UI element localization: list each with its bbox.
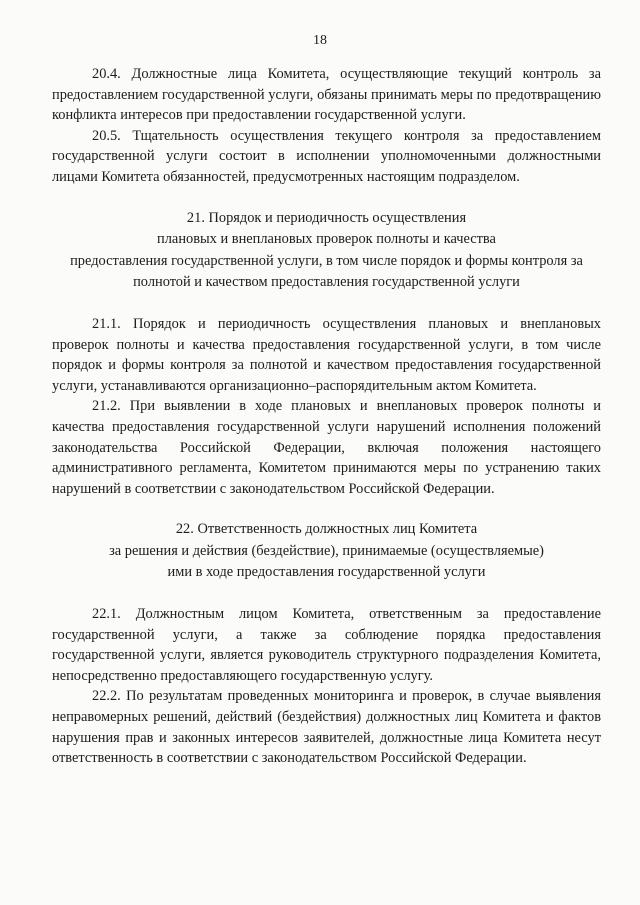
paragraph-22-1: 22.1. Должностным лицом Комитета, ответственным за предоставление государственной услуги, а также за соблюдение порядка предоставления государственной услуги, является руководитель структурного подразделения Комитета, непосредственно предоставляющего государственную услугу. bbox=[52, 606, 601, 684]
heading-line: 22. Ответственность должностных лиц Комитета bbox=[175, 521, 478, 538]
paragraph-21-1: 21.1. Порядок и периодичность осуществления плановых и внеплановых проверок полноты и качества предоставления государственной услуги, в том числе порядок и формы контроля за полнотой и качеством предоставления государственной услуги, устанавливаются организационно–распорядительным актом Комитета. bbox=[52, 315, 601, 394]
paragraph-20-5: 20.5. Тщательность осуществления текущего контроля за предоставлением государственной услуги состоит в исполнении уполномоченными должностными лицами Комитета обязанностей, предусмотренных настоящим подразделом. bbox=[52, 127, 601, 185]
section-heading-22 bbox=[52, 519, 601, 584]
heading-line: 21. Порядок и периодичность осуществления bbox=[186, 209, 467, 226]
section-heading-21 bbox=[52, 208, 601, 294]
paragraph-22-2: 22.2. По результатам проведенных мониторинга и проверок, в случае выявления неправомерных решений, действий (бездействия) должностных лиц Комитета и фактов нарушения прав и законных интересов заявителей, должностные лица Комитета несут ответственность в соответствии с законодательством Российской Федерации. bbox=[52, 688, 601, 767]
heading-line: за решения и действия (бездействие), принимаемые (осуществляемые) bbox=[109, 542, 544, 559]
spacer bbox=[52, 294, 601, 314]
spacer bbox=[52, 499, 601, 519]
heading-line: предоставления государственной услуги, в том числе порядок и формы контроля за bbox=[70, 252, 583, 269]
heading-line: полнотой и качеством предоставления государственной услуги bbox=[133, 274, 520, 291]
spacer bbox=[52, 188, 601, 208]
paragraph-20-4: 20.4. Должностные лица Комитета, осуществляющие текущий контроль за предоставлением государственной услуги, обязаны принимать меры по предотвращению конфликта интересов при предоставлении государственной услуги. bbox=[52, 66, 601, 124]
heading-line: плановых и внеплановых проверок полноты и качества bbox=[157, 231, 496, 248]
heading-line: ими в ходе предоставления государственной услуги bbox=[167, 564, 486, 581]
page-number: 18 bbox=[313, 33, 327, 48]
document-body bbox=[52, 64, 601, 769]
spacer bbox=[52, 584, 601, 604]
paragraph-21-2: 21.2. При выявлении в ходе плановых и внеплановых проверок полноты и качества предоставления государственной услуги нарушений исполнения положений законодательства Российской Федерации, включая положения настоящего административного регламента, Комитетом принимаются меры по устранению таких нарушений в соответствии с законодательством Российской Федерации. bbox=[52, 398, 601, 497]
